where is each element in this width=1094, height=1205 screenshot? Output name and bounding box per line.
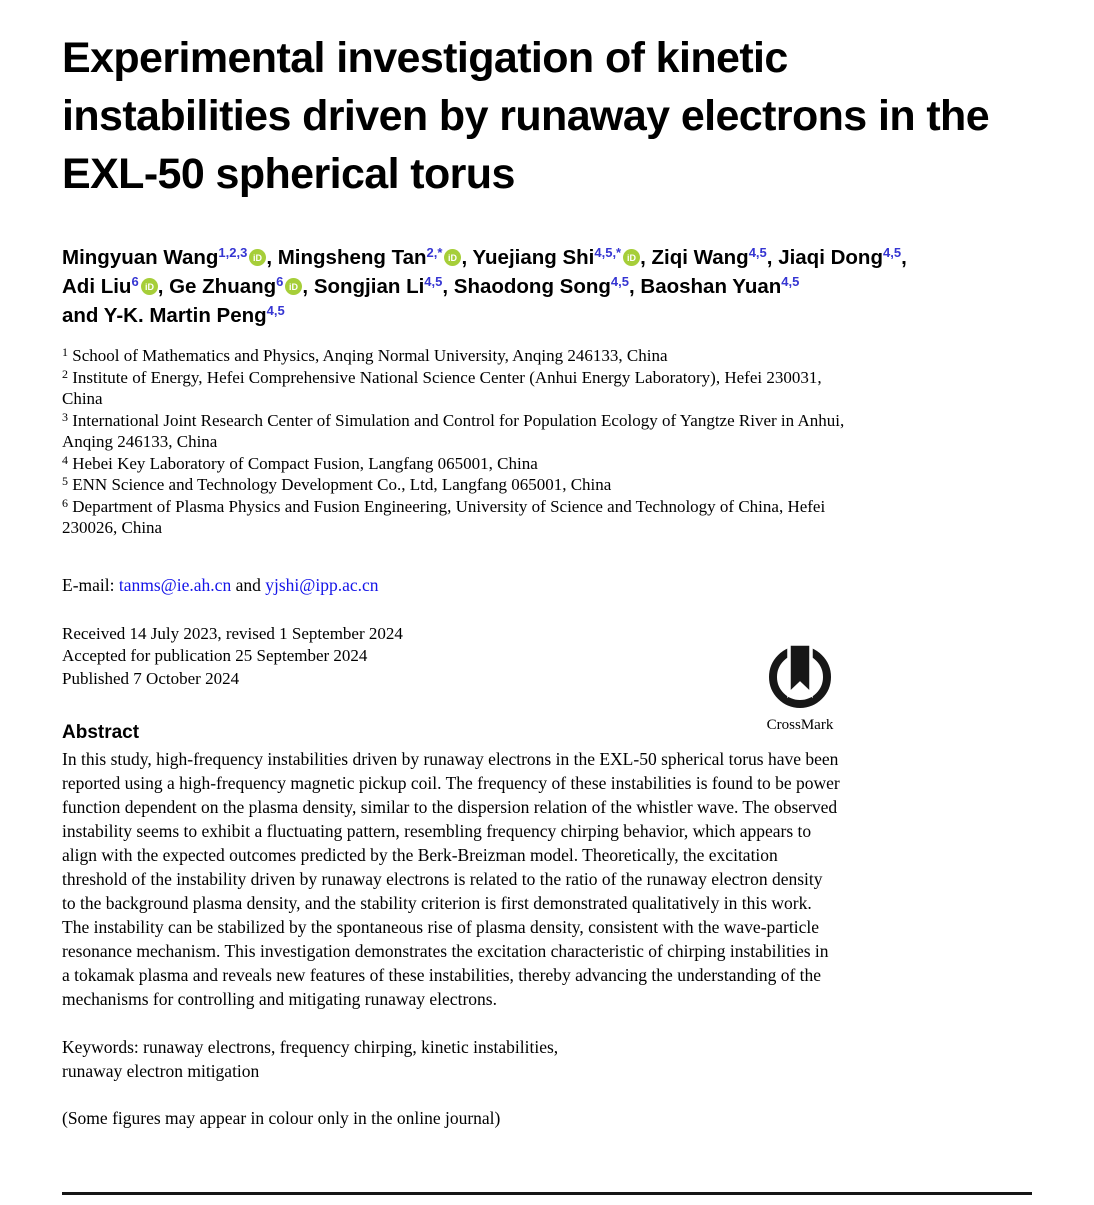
- author-affil-sup: 6: [131, 274, 139, 289]
- author: [62, 304, 285, 327]
- author-separator: ,: [302, 275, 314, 298]
- published-date: Published 7 October 2024: [62, 668, 240, 688]
- author-name: Songjian Li: [313, 275, 425, 298]
- affiliation-item: [62, 367, 862, 410]
- affiliation-number: 6: [62, 495, 68, 510]
- email-link-tanms[interactable]: tanms@ie.ah.cn: [118, 574, 232, 595]
- author: [278, 246, 473, 269]
- affiliation-number: 5: [62, 474, 68, 488]
- affiliation-text: Institute of Energy, Hefei Comprehensive National Science Center (Anhui Energy Laboratory), Hefei 230031, China: [62, 367, 822, 408]
- author-affil-sup: 4,5: [781, 274, 800, 289]
- colour-availability-note: (Some figures may appear in colour only in the online journal): [62, 1108, 501, 1128]
- affiliation-number: 1: [62, 345, 68, 359]
- affiliation-item: [62, 345, 862, 367]
- author-name: Shaodong Song: [453, 275, 611, 298]
- author-affil-sup: 4,5: [266, 303, 285, 318]
- affiliation-item: [62, 474, 862, 496]
- keywords-line1: runaway electrons, frequency chirping, kinetic instabilities,: [143, 1037, 559, 1057]
- author: [652, 246, 779, 269]
- keywords: [62, 1035, 840, 1083]
- author-name: Baoshan Yuan: [640, 275, 782, 298]
- author-separator: ,: [901, 246, 907, 269]
- abstract-text: In this study, high-frequency instabilities driven by runaway electrons in the EXL-50 spherical torus have been reported using a high-frequency magnetic pickup coil. The frequency of these instabilities is found to be power function dependent on the plasma density, similar to the dispersion relation of the whistler wave. The observed instability seems to exhibit a fluctuating pattern, resembling frequency chirping behavior, which appears to align with the expected outcomes predicted by the Berk-Breizman model. Theoretically, the excitation threshold of the instability driven by runaway electrons is related to the ratio of the runaway electron density to the background plasma density, and the stability criterion is first demonstrated qualitatively in this work. The instability can be stabilized by the spontaneous rise of plasma density, consistent with the wave-particle resonance mechanism. This investigation demonstrates the excitation characteristic of chirping instabilities in a tokamak plasma and reveals new features of these instabilities, thereby advancing the understanding of the mechanisms for controlling and mitigating runaway electrons.: [62, 749, 840, 1009]
- author-name: Jiaqi Dong: [778, 246, 883, 269]
- affiliation-item: [62, 453, 862, 475]
- bottom-rule: [62, 1192, 1032, 1195]
- author-name: and Y-K. Martin Peng: [62, 304, 267, 327]
- affiliation-item: [62, 410, 862, 453]
- author-separator: ,: [157, 275, 170, 298]
- email-label: E-mail:: [62, 574, 119, 595]
- author-affil-sup: 4,5: [610, 274, 629, 289]
- svg-text:iD: iD: [448, 253, 458, 263]
- svg-text:iD: iD: [253, 253, 263, 263]
- affiliation-item: [62, 496, 862, 539]
- orcid-icon[interactable]: [623, 249, 640, 266]
- author-affil-sup: 2,*: [426, 245, 443, 260]
- author: [62, 275, 169, 298]
- author-name: Yuejiang Shi: [472, 246, 595, 269]
- author-list: [62, 243, 1007, 330]
- abstract-heading: Abstract: [62, 722, 140, 743]
- svg-text:iD: iD: [144, 282, 154, 292]
- received-date: Received 14 July 2023, revised 1 September 2024: [62, 623, 403, 643]
- affiliation-text: School of Mathematics and Physics, Anqing Normal University, Anqing 246133, China: [68, 346, 668, 365]
- author-line: [62, 301, 1007, 330]
- orcid-icon[interactable]: [141, 278, 158, 295]
- author-affil-sup: 4,5: [882, 245, 902, 260]
- svg-text:iD: iD: [289, 282, 299, 292]
- author: [472, 246, 651, 269]
- accepted-date: Accepted for publication 25 September 2024: [62, 646, 368, 665]
- author-separator: ,: [442, 275, 454, 298]
- orcid-icon[interactable]: [249, 249, 266, 266]
- affiliation-text: Department of Plasma Physics and Fusion Engineering, University of Science and Technology of China, Hefei 230026, China: [62, 496, 826, 537]
- email-line: [62, 575, 1032, 596]
- author-affil-sup: 1,2,3: [218, 245, 248, 260]
- affiliation-text: Hebei Key Laboratory of Compact Fusion, Langfang 065001, China: [68, 453, 538, 473]
- crossmark-label: CrossMark: [766, 717, 834, 733]
- author-affil-sup: 6: [276, 274, 284, 289]
- author-affil-sup: 4,5,*: [594, 245, 622, 260]
- email-joiner: and: [231, 574, 266, 595]
- author-separator: ,: [640, 246, 652, 269]
- author: [314, 275, 454, 298]
- author-line: [62, 243, 1007, 272]
- author: [778, 246, 907, 269]
- affiliation-text: International Joint Research Center of Simulation and Control for Population Ecology of Yangtze River in Anhui, Anqing 246133, China: [62, 410, 845, 451]
- affiliation-list: [62, 345, 862, 539]
- affiliation-text: ENN Science and Technology Development Co., Ltd, Langfang 065001, China: [68, 475, 612, 494]
- author-name: Ge Zhuang: [169, 275, 277, 298]
- author-separator: ,: [461, 246, 473, 269]
- svg-text:iD: iD: [627, 253, 637, 263]
- email-link-yjshi[interactable]: yjshi@ipp.ac.cn: [265, 574, 379, 595]
- author-name: Adi Liu: [62, 275, 132, 298]
- keywords-label: Keywords:: [62, 1037, 144, 1057]
- orcid-icon[interactable]: [444, 249, 461, 266]
- author-affil-sup: 4,5: [424, 274, 443, 289]
- author-affil-sup: 4,5: [748, 245, 767, 260]
- author: [62, 246, 278, 269]
- author-separator: ,: [766, 246, 779, 269]
- page-title: Experimental investigation of kinetic instabilities driven by runaway electrons in the EXL-50 spherical torus: [62, 34, 990, 198]
- author-separator: ,: [266, 246, 278, 269]
- author: [454, 275, 641, 298]
- author: [169, 275, 314, 298]
- affiliation-number: 4: [62, 452, 68, 467]
- author-line: [62, 272, 1007, 301]
- author: [640, 275, 799, 298]
- author-separator: ,: [629, 275, 641, 298]
- page-content: [0, 29, 1094, 1129]
- affiliation-number: 2: [62, 366, 68, 381]
- affiliation-number: 3: [62, 409, 68, 424]
- author-name: Ziqi Wang: [651, 246, 749, 269]
- article-dates: [62, 623, 1032, 691]
- keywords-line2: runaway electron mitigation: [62, 1061, 260, 1081]
- crossmark-badge[interactable]: [755, 639, 845, 734]
- orcid-icon[interactable]: [285, 278, 302, 295]
- author-name: Mingyuan Wang: [62, 246, 219, 269]
- crossmark-icon: [764, 639, 836, 711]
- author-name: Mingsheng Tan: [277, 246, 427, 269]
